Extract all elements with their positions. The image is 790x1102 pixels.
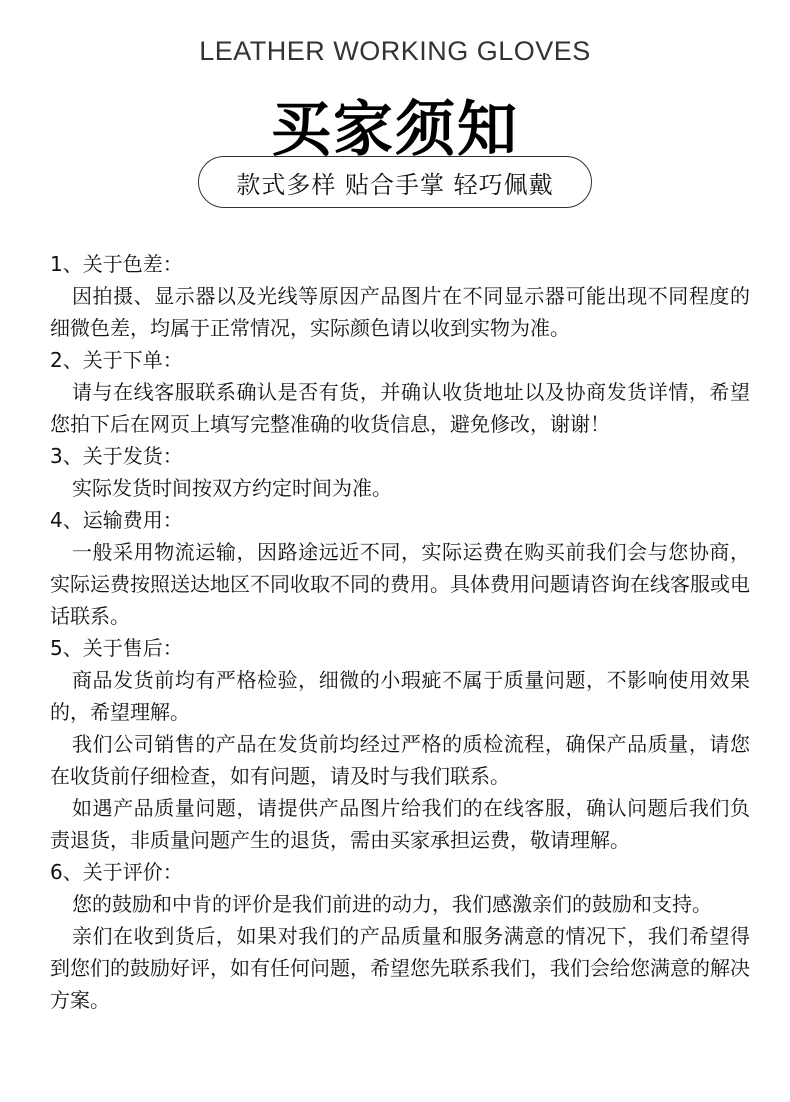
section-freight	[50, 504, 750, 632]
section-heading: 4、运输费用：	[50, 508, 183, 532]
section-paragraph: 如遇产品质量问题，请提供产品图片给我们的在线客服，确认问题后我们负责退货，非质量问题产生的退货，需由买家承担运费，敬请理解。	[50, 796, 750, 852]
section-heading: 5、关于售后：	[50, 636, 183, 660]
section-paragraph: 请与在线客服联系确认是否有货，并确认收货地址以及协商发货详情，希望您拍下后在网页上填写完整准确的收货信息，避免修改，谢谢！	[50, 380, 750, 436]
section-after-sales	[50, 632, 750, 856]
section-paragraph: 实际发货时间按双方约定时间为准。	[72, 476, 392, 500]
tagline-pill	[198, 156, 592, 208]
section-shipping	[50, 440, 750, 504]
page-title: 买家须知	[271, 95, 519, 165]
section-ordering	[50, 344, 750, 440]
section-paragraph: 一般采用物流运输，因路途远近不同，实际运费在购买前我们会与您协商，实际运费按照送达地区不同收取不同的费用。具体费用问题请咨询在线客服或电话联系。	[50, 540, 750, 628]
section-color-difference	[50, 248, 750, 344]
section-paragraph: 我们公司销售的产品在发货前均经过严格的质检流程，确保产品质量，请您在收货前仔细检查，如有问题，请及时与我们联系。	[50, 732, 750, 788]
section-heading: 1、关于色差：	[50, 252, 183, 276]
section-heading: 2、关于下单：	[50, 348, 183, 372]
section-heading: 3、关于发货：	[50, 444, 183, 468]
section-paragraph: 您的鼓励和中肯的评价是我们前进的动力，我们感激亲们的鼓励和支持。	[72, 892, 712, 916]
notice-content	[50, 248, 750, 1016]
section-heading: 6、关于评价：	[50, 860, 183, 884]
section-paragraph: 因拍摄、显示器以及光线等原因产品图片在不同显示器可能出现不同程度的细微色差，均属于正常情况，实际颜色请以收到实物为准。	[50, 284, 750, 340]
tagline-text: 款式多样 贴合手掌 轻巧佩戴	[236, 170, 554, 199]
section-reviews	[50, 856, 750, 1016]
section-paragraph: 亲们在收到货后，如果对我们的产品质量和服务满意的情况下，我们希望得到您们的鼓励好评，如有任何问题，希望您先联系我们，我们会给您满意的解决方案。	[50, 924, 750, 1012]
section-paragraph: 商品发货前均有严格检验，细微的小瑕疵不属于质量问题，不影响使用效果的，希望理解。	[50, 668, 750, 724]
english-subtitle: LEATHER WORKING GLOVES	[199, 36, 591, 66]
